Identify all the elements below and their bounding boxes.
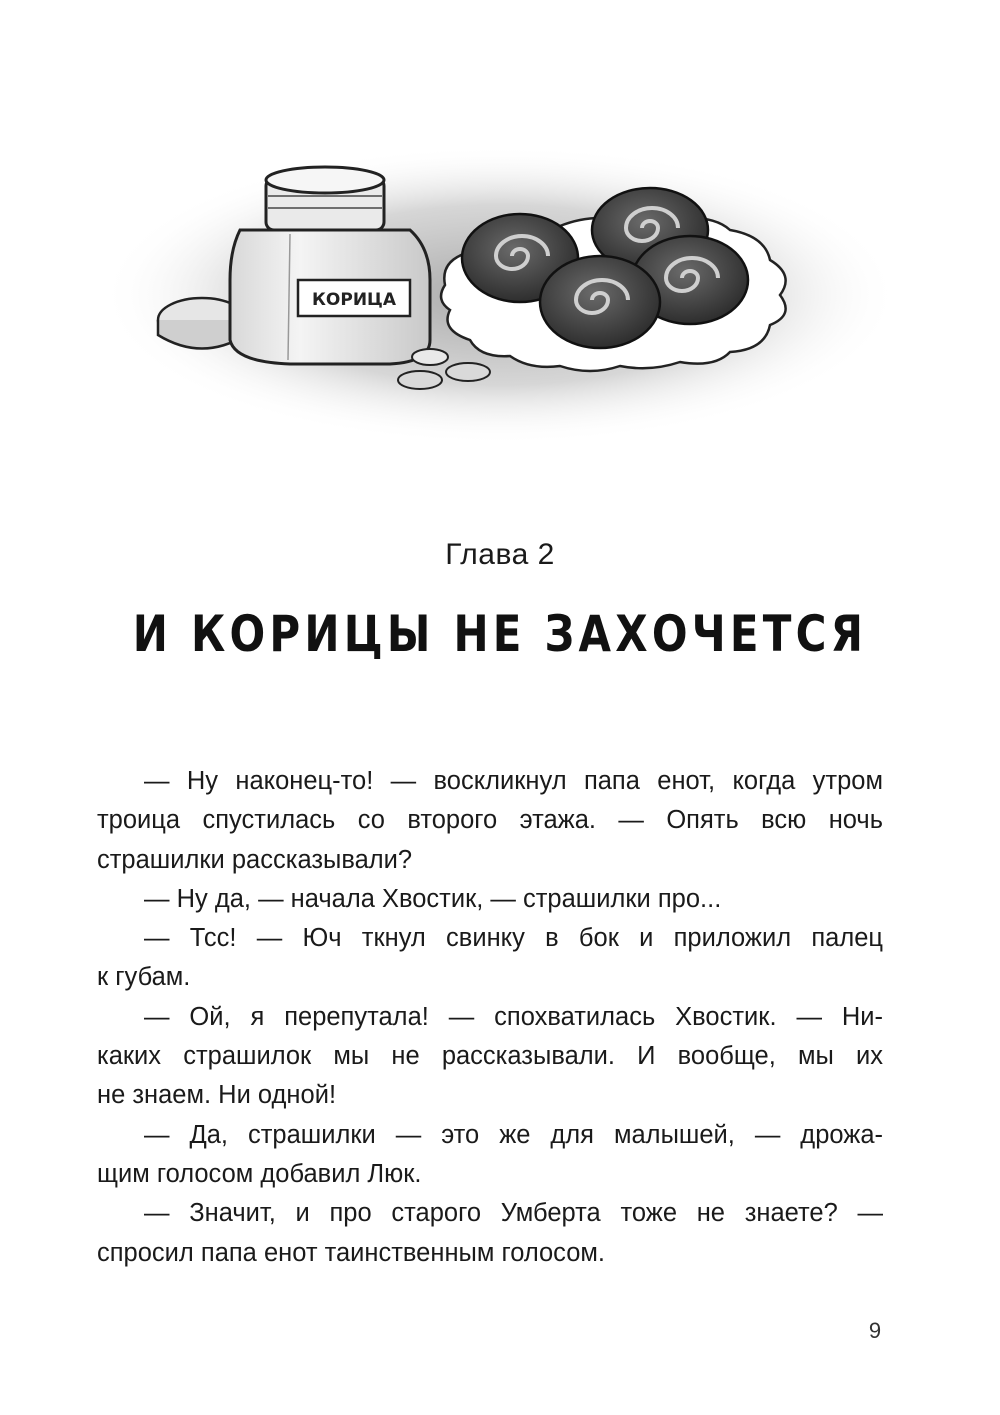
text-line: спросил папа енот таинственным голосом. [97,1238,606,1267]
page-number: 9 [868,1318,882,1343]
text-line: щим голосом добавил Люк. [97,1159,422,1188]
bun [540,256,660,348]
jar-label-text: КОРИЦА [312,290,396,310]
text-line: — Тсс! — Юч ткнул свинку в бок и приложил палец [144,924,883,953]
body-text [97,762,883,1273]
text-line: к губам. [97,963,191,992]
chapter-number: Глава 2 [445,538,555,571]
text-line: не знаем. Ни одной! [97,1081,337,1110]
text-line: — Ну да, — начала Хвостик, — страшилки про... [144,884,722,913]
chapter-title: И КОРИЦЫ НЕ ЗАХОЧЕТСЯ [132,605,868,663]
text-line: каких страшилок мы не рассказывали. И вообще, мы их [97,1042,883,1071]
text-line: — Ну наконец-то! — воскликнул папа енот, когда утром [144,767,883,795]
text-line: страшилки рассказывали? [97,845,413,874]
text-line: троица спустилась со второго этажа. — Опять всю ночь [97,806,883,835]
chapter-illustration [90,130,910,460]
text-line: — Ой, я перепутала! — спохватилась Хвостик. — Ни- [144,1002,883,1031]
text-line: — Да, страшилки — это же для малышей, — дрожа- [144,1120,883,1149]
text-line: — Значит, и про старого Умберта тоже не знаете? — [144,1199,883,1228]
